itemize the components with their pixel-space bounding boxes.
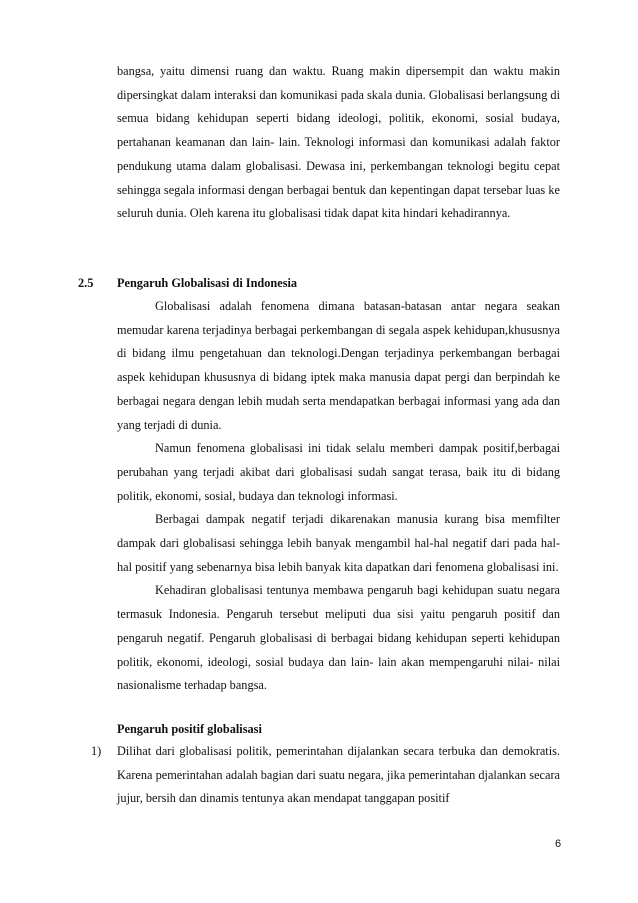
positive-subheading: Pengaruh positif globalisasi xyxy=(117,722,262,736)
intro-paragraph: bangsa, yaitu dimensi ruang dan waktu. Ruang makin dipersempit dan waktu makin dipersingkat dalam interaksi dan komunikasi pada skala dunia. Globalisasi berlangsung di semua bidang kehidupan seperti bidang ideologi, politik, ekonomi, sosial budaya, pertahanan keamanan dan lain- lain. Teknologi informasi dan komunikasi adalah faktor pendukung utama dalam globalisasi. Dewasa ini, perkembangan teknologi begitu cepat sehingga segala informasi dengan berbagai bentuk dan kepentingan dapat tersebar luas ke seluruh dunia. Oleh karena itu globalisasi tidak dapat kita hindari kehadirannya. xyxy=(117,64,560,221)
section-number: 2.5 xyxy=(78,276,94,290)
section-body xyxy=(117,295,560,698)
page-number: 6 xyxy=(554,838,562,850)
section-paragraph: Kehadiran globalisasi tentunya membawa pengaruh bagi kehidupan suatu negara termasuk Indonesia. Pengaruh tersebut meliputi dua sisi yaitu pengaruh positif dan pengaruh negatif. Pengaruh globalisasi di berbagai bidang kehidupan seperti kehidupan politik, ekonomi, ideologi, sosial budaya dan lain- lain akan mempengaruhi nilai- nilai nasionalisme terhadap bangsa. xyxy=(117,583,560,693)
section-paragraph: Berbagai dampak negatif terjadi dikarenakan manusia kurang bisa memfilter dampak dari globalisasi sehingga lebih banyak mengambil hal-hal negatif dari pada hal-hal positif yang sebenarnya bisa lebih banyak kita dapatkan dari fenomena globalisasi ini. xyxy=(117,512,560,574)
list-item-text: Dilihat dari globalisasi politik, pemerintahan dijalankan secara terbuka dan demokratis. Karena pemerintahan adalah bagian dari suatu negara, jika pemerintahan djalankan secara jujur, bersih dan dinamis tentunya akan mendapat tanggapan positif xyxy=(117,744,560,806)
intro-paragraph-block xyxy=(117,60,560,226)
section-paragraph: Globalisasi adalah fenomena dimana batasan-batasan antar negara seakan memudar karena terjadinya berbagai perkembangan di segala aspek kehidupan,khususnya di bidang ilmu pengetahuan dan teknologi.Dengan terjadinya perkembangan berbagai aspek kehidupan khususnya di bidang iptek maka manusia dapat pergi dan berpindah ke berbagai negara dengan lebih mudah serta mendapatkan berbagai informasi yang ada dan yang terjadi di dunia. xyxy=(117,299,560,432)
section-heading xyxy=(0,271,638,295)
section-title: Pengaruh Globalisasi di Indonesia xyxy=(117,276,298,290)
list-item-number: 1) xyxy=(91,744,102,758)
section-paragraph: Namun fenomena globalisasi ini tidak selalu memberi dampak positif,berbagai perubahan yang terjadi akibat dari globalisasi sudah sangat terasa, baik itu di bidang politik, ekonomi, sosial, budaya dan teknologi informasi. xyxy=(117,441,560,503)
